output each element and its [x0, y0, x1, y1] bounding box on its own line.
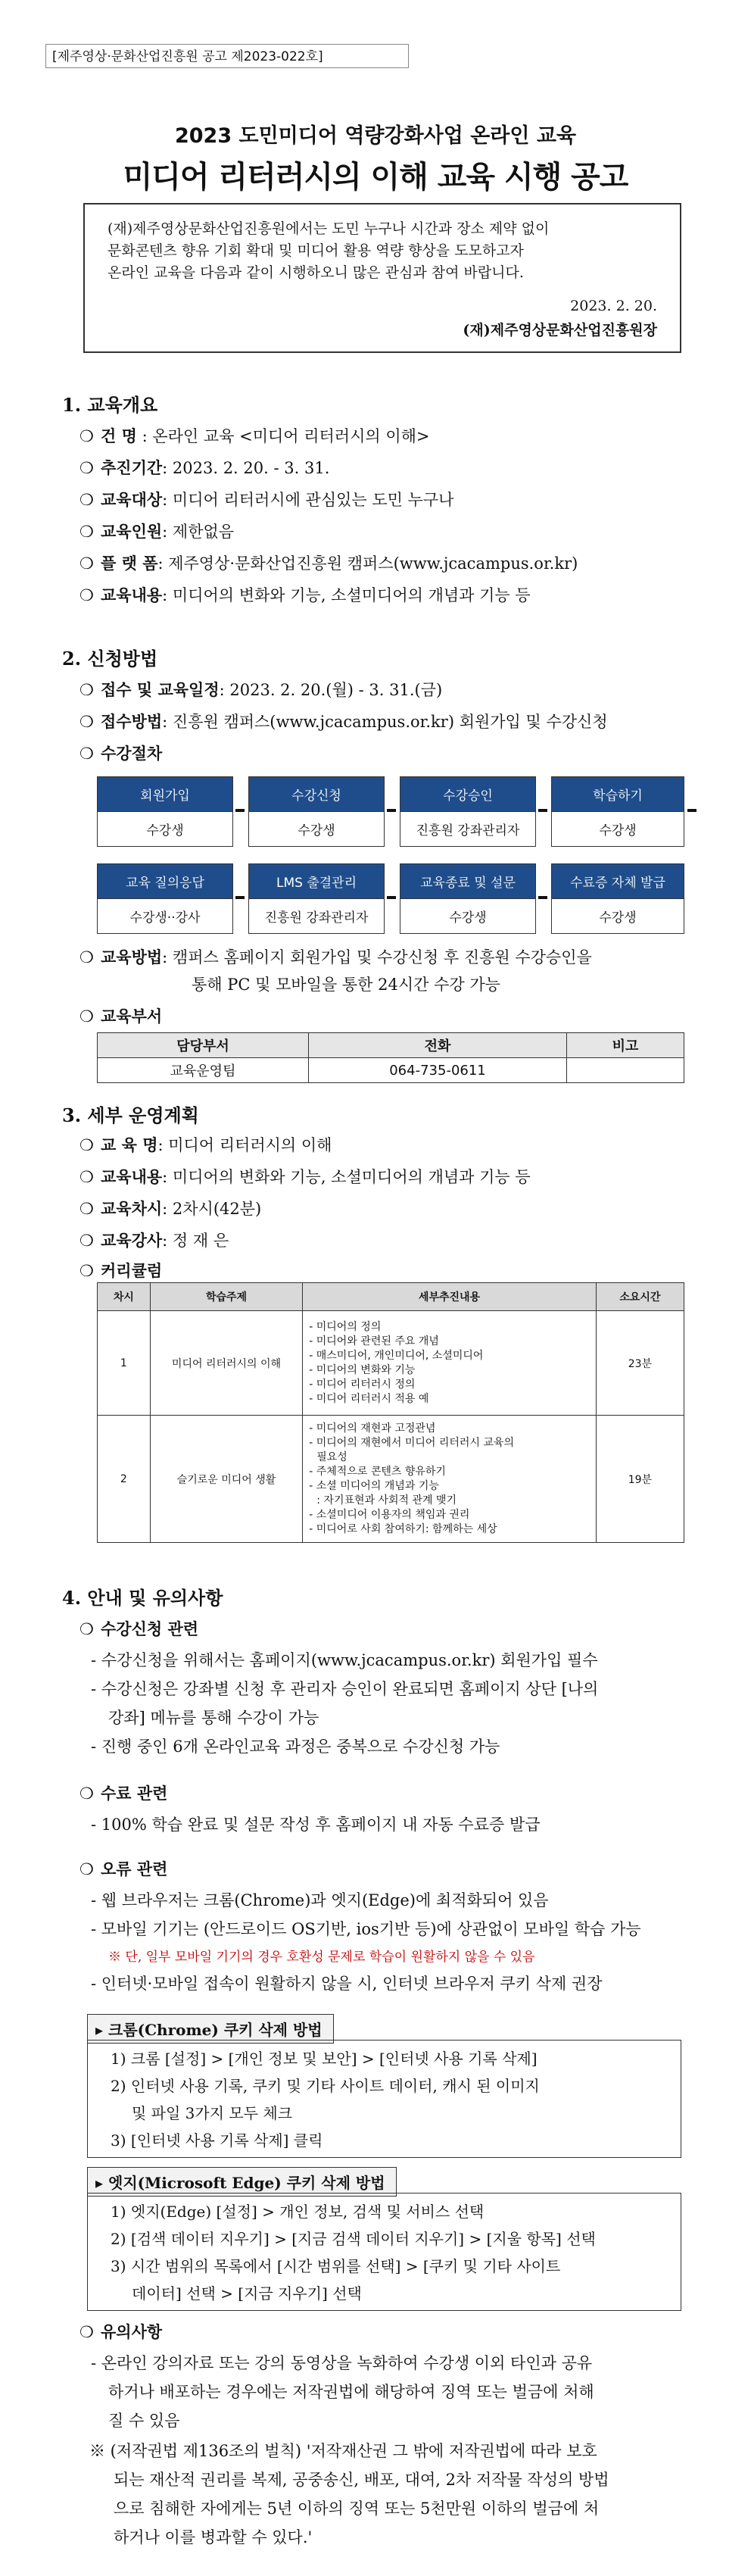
flow-step-title: LMS 출결관리 — [249, 864, 384, 898]
table-header: 비고 — [567, 1033, 684, 1058]
chrome-step: 및 파일 3가지 모두 체크 — [132, 2104, 293, 2122]
section3-item: ❍ 교육내용: 미디어의 변화와 기능, 소셜미디어의 개념과 기능 등 — [79, 1167, 531, 1186]
circle-bullet-icon: ❍ — [79, 745, 94, 763]
legal-line: 되는 재산적 권리를 복제, 공중송신, 배포, 대여, 2차 저작물 작성의 방법 — [114, 2471, 609, 2489]
circle-bullet-icon: ❍ — [79, 1232, 94, 1250]
flow-step — [400, 776, 536, 847]
table-cell: 1 — [98, 1311, 151, 1416]
flow-step-title: 학습하기 — [552, 777, 684, 811]
circle-bullet-icon: ❍ — [79, 427, 94, 445]
intro-box — [83, 203, 681, 353]
table-row — [98, 1416, 684, 1543]
table-cell-details: - 미디어의 정의 - 미디어와 관련된 주요 개념 - 매스미디어, 개인미디어, 소셜미디어 - 미디어의 변화와 기능 - 미디어 리터러시 정의 - 미디어 리터러시 적용 예 — [303, 1311, 597, 1416]
section2-item: ❍ 접수방법: 진흥원 캠퍼스(www.jcacampus.or.kr) 회원가입 및 수강신청 — [79, 712, 608, 731]
legal-line: 하거나 이를 병과할 수 있다.' — [114, 2528, 313, 2546]
notice-subtitle: 2023 도민미디어 역량강화사업 온라인 교육 — [174, 124, 577, 148]
section1-item: ❍ 교육인원: 제한없음 — [79, 522, 235, 541]
method-item: ❍ 교육방법: 캠퍼스 홈페이지 회원가입 및 수강신청 후 진흥원 수강승인을 — [79, 948, 592, 966]
flow-step-title: 교육종료 및 설문 — [400, 864, 535, 898]
flow-step-actor: 수강생 — [552, 898, 684, 933]
section4-heading: 4. 안내 및 유의사항 — [62, 1587, 223, 1609]
dept-table — [97, 1032, 684, 1083]
flow-connector — [538, 809, 547, 812]
section1-item: ❍ 플 랫 폼: 제주영상·문화산업진흥원 캠퍼스(www.jcacampus.or.kr) — [79, 554, 578, 573]
flow-step-title: 교육 질의응답 — [98, 864, 232, 898]
flow-step-title: 수료증 자체 발급 — [552, 864, 684, 898]
caution-title: ❍ 유의사항 — [79, 2322, 163, 2341]
flow-step — [400, 863, 536, 934]
enroll-line: 강좌] 메뉴를 통해 수강이 가능 — [108, 1709, 319, 1727]
section1-item: ❍ 건 명 : 온라인 교육 <미디어 리터러시의 이해> — [79, 426, 430, 445]
section2-item: ❍ 수강절차 — [79, 744, 163, 763]
section1-item: ❍ 추진기간: 2023. 2. 20. - 3. 31. — [79, 458, 330, 477]
section3-item: ❍ 교 육 명: 미디어 리터러시의 이해 — [79, 1135, 332, 1154]
flow-step-actor: 수강생 — [98, 811, 232, 846]
table-cell: 미디어 리터러시의 이해 — [150, 1311, 303, 1416]
chrome-guide-box — [87, 2040, 681, 2158]
intro-line: 문화콘텐츠 향유 기회 확대 및 미디어 활용 역량 향상을 도모하고자 — [108, 242, 524, 259]
section3-heading: 3. 세부 운영계획 — [62, 1104, 199, 1126]
circle-bullet-icon: ❍ — [79, 459, 94, 477]
chrome-step: 2) 인터넷 사용 기록, 쿠키 및 기타 사이트 데이터, 캐시 된 이미지 — [111, 2077, 540, 2095]
table-cell: 교육운영팀 — [98, 1058, 309, 1083]
legal-line: ※ (저작권법 제136조의 벌칙) '저작재산권 그 밖에 저작권법에 따라 보호 — [89, 2442, 597, 2460]
method-item-cont: 통해 PC 및 모바일을 통한 24시간 수강 가능 — [192, 976, 500, 994]
intro-line: (재)제주영상문화산업진흥원에서는 도민 누구나 시간과 장소 제약 없이 — [108, 220, 550, 237]
flow-step-actor: 수강생 — [552, 811, 684, 846]
flow-step — [248, 863, 385, 934]
error-line: - 모바일 기기는 (안드로이드 OS기반, ios기반 등)에 상관없이 모바일 학습 가능 — [91, 1920, 641, 1938]
circle-bullet-icon: ❍ — [79, 1784, 94, 1803]
circle-bullet-icon: ❍ — [79, 681, 94, 699]
error-line: - 웹 브라우저는 크롬(Chrome)과 엣지(Edge)에 최적화되어 있음 — [91, 1891, 549, 1909]
caution-line: - 온라인 강의자료 또는 강의 동영상을 녹화하여 수강생 이외 타인과 공유 — [91, 2354, 593, 2372]
table-cell — [567, 1058, 684, 1083]
flow-step-title: 수강신청 — [249, 777, 384, 811]
circle-bullet-icon: ❍ — [79, 948, 94, 966]
circle-bullet-icon: ❍ — [79, 491, 94, 509]
flow-step-actor: 진흥원 강좌관리자 — [400, 811, 535, 846]
flow-connector — [387, 809, 396, 812]
table-cell: 23분 — [596, 1311, 684, 1416]
flow-connector — [235, 809, 245, 812]
notice-title: 미디어 리터러시의 이해 교육 시행 공고 — [123, 160, 628, 195]
table-cell-details: - 미디어의 재현과 고정관념 - 미디어의 재현에서 미디어 리터러시 교육의 필요성 - 주체적으로 콘텐츠 향유하기 - 소셜 미디어의 개념과 기능 : 자기표현과 사회적 관계 맺기 - 소셜미디어 이용자의 책임과 권리 - 미디어로 사회 참여하기: 함께하는 세상 — [303, 1416, 597, 1543]
error-title: ❍ 오류 관련 — [79, 1859, 168, 1878]
edge-step: 데이터] 선택 > [지금 지우기] 선택 — [132, 2284, 362, 2303]
circle-bullet-icon: ❍ — [79, 523, 94, 541]
section1-heading: 1. 교육개요 — [62, 394, 158, 416]
edge-guide-title: ▸ 엣지(Microsoft Edge) 쿠키 삭제 방법 — [87, 2167, 397, 2197]
flow-connector — [538, 896, 547, 899]
circle-bullet-icon: ❍ — [79, 713, 94, 731]
enroll-line: - 수강신청은 강좌별 신청 후 관리자 승인이 완료되면 홈페이지 상단 [나의 — [91, 1680, 599, 1698]
curriculum-table — [97, 1282, 684, 1543]
circle-bullet-icon: ❍ — [79, 1200, 94, 1218]
table-row — [98, 1058, 684, 1083]
flow-connector — [687, 809, 696, 812]
table-header: 차시 — [98, 1283, 151, 1311]
flow-step — [97, 776, 233, 847]
edge-step: 3) 시간 범위의 목록에서 [시간 범위를 선택] > [쿠키 및 기타 사이트 — [111, 2257, 561, 2275]
intro-date: 2023. 2. 20. — [570, 298, 657, 314]
circle-bullet-icon: ❍ — [79, 586, 94, 604]
table-header: 학습주제 — [150, 1283, 303, 1311]
section3-item: ❍ 커리큘럼 — [79, 1261, 163, 1280]
section3-item: ❍ 교육차시: 2차시(42분) — [79, 1199, 262, 1218]
section1-item: ❍ 교육대상: 미디어 리터러시에 관심있는 도민 누구나 — [79, 490, 454, 509]
circle-bullet-icon: ❍ — [79, 1620, 94, 1638]
enroll-line: - 진행 중인 6개 온라인교육 과정은 중복으로 수강신청 가능 — [91, 1738, 500, 1756]
chrome-step: 1) 크롬 [설정] > [개인 정보 및 보안] > [인터넷 사용 기록 삭제] — [111, 2050, 538, 2068]
intro-org: (재)제주영상문화산업진흥원장 — [463, 322, 657, 339]
flow-step — [248, 776, 385, 847]
circle-bullet-icon: ❍ — [79, 2323, 94, 2341]
edge-step: 1) 엣지(Edge) [설정] > 개인 정보, 검색 및 서비스 선택 — [111, 2203, 485, 2221]
error-line: - 인터넷·모바일 접속이 원활하지 않을 시, 인터넷 브라우저 쿠키 삭제 권장 — [91, 1975, 603, 1993]
section1-item: ❍ 교육내용: 미디어의 변화와 기능, 소셜미디어의 개념과 기능 등 — [79, 585, 531, 604]
circle-bullet-icon: ❍ — [79, 1007, 94, 1026]
enroll-line: - 수강신청을 위해서는 홈페이지(www.jcacampus.or.kr) 회원가입 필수 — [91, 1651, 598, 1669]
flow-step-actor: 진흥원 강좌관리자 — [249, 898, 384, 933]
edge-guide-box — [87, 2193, 681, 2311]
flow-connector — [387, 896, 396, 899]
circle-bullet-icon: ❍ — [79, 1860, 94, 1878]
dept-item: ❍ 교육부서 — [79, 1007, 163, 1026]
chrome-step: 3) [인터넷 사용 기록 삭제] 클릭 — [111, 2131, 323, 2150]
reference-number: [제주영상·문화산업진흥원 공고 제2023-022호] — [45, 44, 409, 68]
table-header: 소요시간 — [596, 1283, 684, 1311]
caution-line: 하거나 배포하는 경우에는 저작권법에 해당하여 징역 또는 벌금에 처해 — [108, 2383, 594, 2401]
edge-step: 2) [검색 데이터 지우기] > [지금 검색 데이터 지우기] > [지울 항목] 선택 — [111, 2230, 596, 2248]
circle-bullet-icon: ❍ — [79, 1168, 94, 1186]
complete-line: - 100% 학습 완료 및 설문 작성 후 홈페이지 내 자동 수료증 발급 — [91, 1816, 541, 1834]
table-row — [98, 1311, 684, 1416]
flow-connector — [235, 896, 245, 899]
flow-step — [97, 863, 233, 934]
table-cell: 064-735-0611 — [309, 1058, 567, 1083]
flow-step-actor: 수강생 — [249, 811, 384, 846]
flow-step — [551, 863, 684, 934]
complete-title: ❍ 수료 관련 — [79, 1784, 168, 1803]
circle-bullet-icon: ❍ — [79, 1262, 94, 1280]
intro-line: 온라인 교육을 다음과 같이 시행하오니 많은 관심과 참여 바랍니다. — [108, 264, 524, 281]
flow-step — [551, 776, 684, 847]
section3-item: ❍ 교육강사: 정 재 은 — [79, 1231, 229, 1250]
enroll-title: ❍ 수강신청 관련 — [79, 1619, 199, 1638]
section2-item: ❍ 접수 및 교육일정: 2023. 2. 20.(월) - 3. 31.(금) — [79, 680, 443, 699]
table-cell: 2 — [98, 1416, 151, 1543]
caution-line: 질 수 있음 — [108, 2412, 180, 2430]
flow-step-actor: 수강생··강사 — [98, 898, 232, 933]
table-header: 세부추진내용 — [303, 1283, 597, 1311]
flow-step-title: 회원가입 — [98, 777, 232, 811]
flow-step-title: 수강승인 — [400, 777, 535, 811]
flow-step-actor: 수강생 — [400, 898, 535, 933]
legal-line: 으로 침해한 자에게는 5년 이하의 징역 또는 5천만원 이하의 벌금에 처 — [114, 2500, 600, 2518]
table-cell: 슬기로운 미디어 생활 — [150, 1416, 303, 1543]
circle-bullet-icon: ❍ — [79, 554, 94, 573]
table-header: 전화 — [309, 1033, 567, 1058]
table-header: 담당부서 — [98, 1033, 309, 1058]
table-cell: 19분 — [596, 1416, 684, 1543]
chrome-guide-title: ▸ 크롬(Chrome) 쿠키 삭제 방법 — [87, 2014, 334, 2044]
error-note: ※ 단, 일부 모바일 기기의 경우 호환성 문제로 학습이 원활하지 않을 수 있음 — [108, 1950, 535, 1965]
circle-bullet-icon: ❍ — [79, 1136, 94, 1154]
section2-heading: 2. 신청방법 — [62, 648, 158, 670]
